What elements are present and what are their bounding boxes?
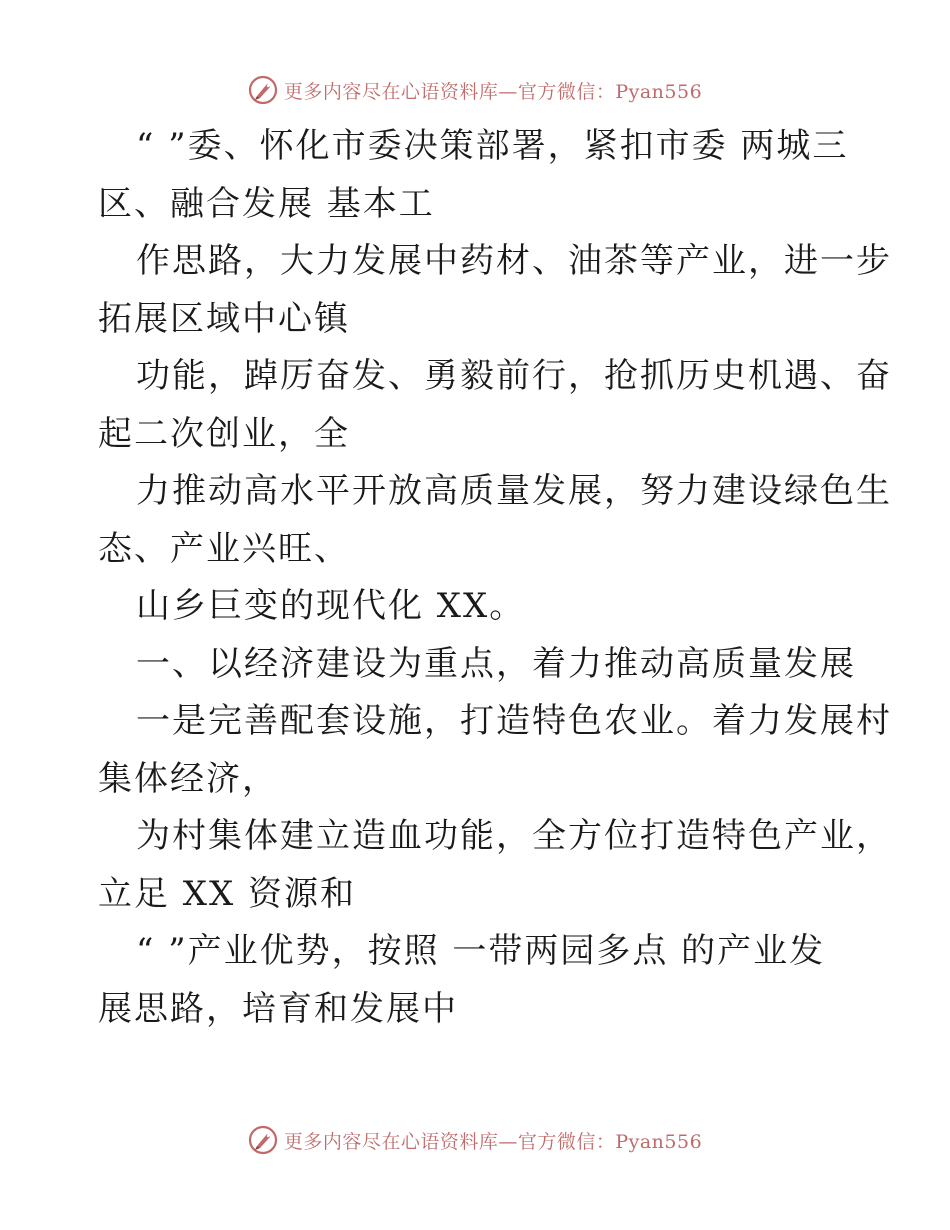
header-banner-text: 更多内容尽在心语资料库—官方微信：Pyan556 [283, 80, 703, 103]
body-line: 山乡巨变的现代化 XX。 [136, 586, 526, 626]
body-line: “ ”产业优势，按照 一带两园多点 的产业发 [136, 931, 826, 971]
footer-banner-text: 更多内容尽在心语资料库—官方微信：Pyan556 [283, 1130, 703, 1153]
body-line: 起二次创业，全 [98, 413, 350, 454]
body-line: 态、产业兴旺、 [98, 528, 350, 569]
header-banner [0, 70, 950, 110]
pen-nib-seal-icon [248, 75, 278, 105]
body-line: 区、融合发展 基本工 [98, 183, 435, 224]
body-line: 一是完善配套设施，打造特色农业。着力发展村 [136, 701, 892, 741]
pen-nib-seal-icon [248, 1125, 278, 1155]
body-line: 为村集体建立造血功能，全方位打造特色产业， [136, 816, 892, 856]
body-line: 拓展区域中心镇 [98, 298, 350, 339]
body-line: 功能，踔厉奋发、勇毅前行，抢抓历史机遇、奋 [136, 356, 892, 396]
body-line: “ ”委、怀化市委决策部署，紧扣市委 两城三 [136, 126, 849, 166]
document-body [98, 118, 892, 1038]
body-line: 展思路，培育和发展中 [98, 988, 458, 1029]
footer-banner [0, 1120, 950, 1160]
body-line: 立足 XX 资源和 [98, 873, 357, 914]
body-line: 作思路，大力发展中药材、油茶等产业，进一步 [136, 241, 892, 281]
body-line: 集体经济， [98, 758, 278, 799]
section-heading: 一、以经济建设为重点，着力推动高质量发展 [136, 643, 856, 684]
body-line: 力推动高水平开放高质量发展，努力建设绿色生 [136, 471, 892, 511]
